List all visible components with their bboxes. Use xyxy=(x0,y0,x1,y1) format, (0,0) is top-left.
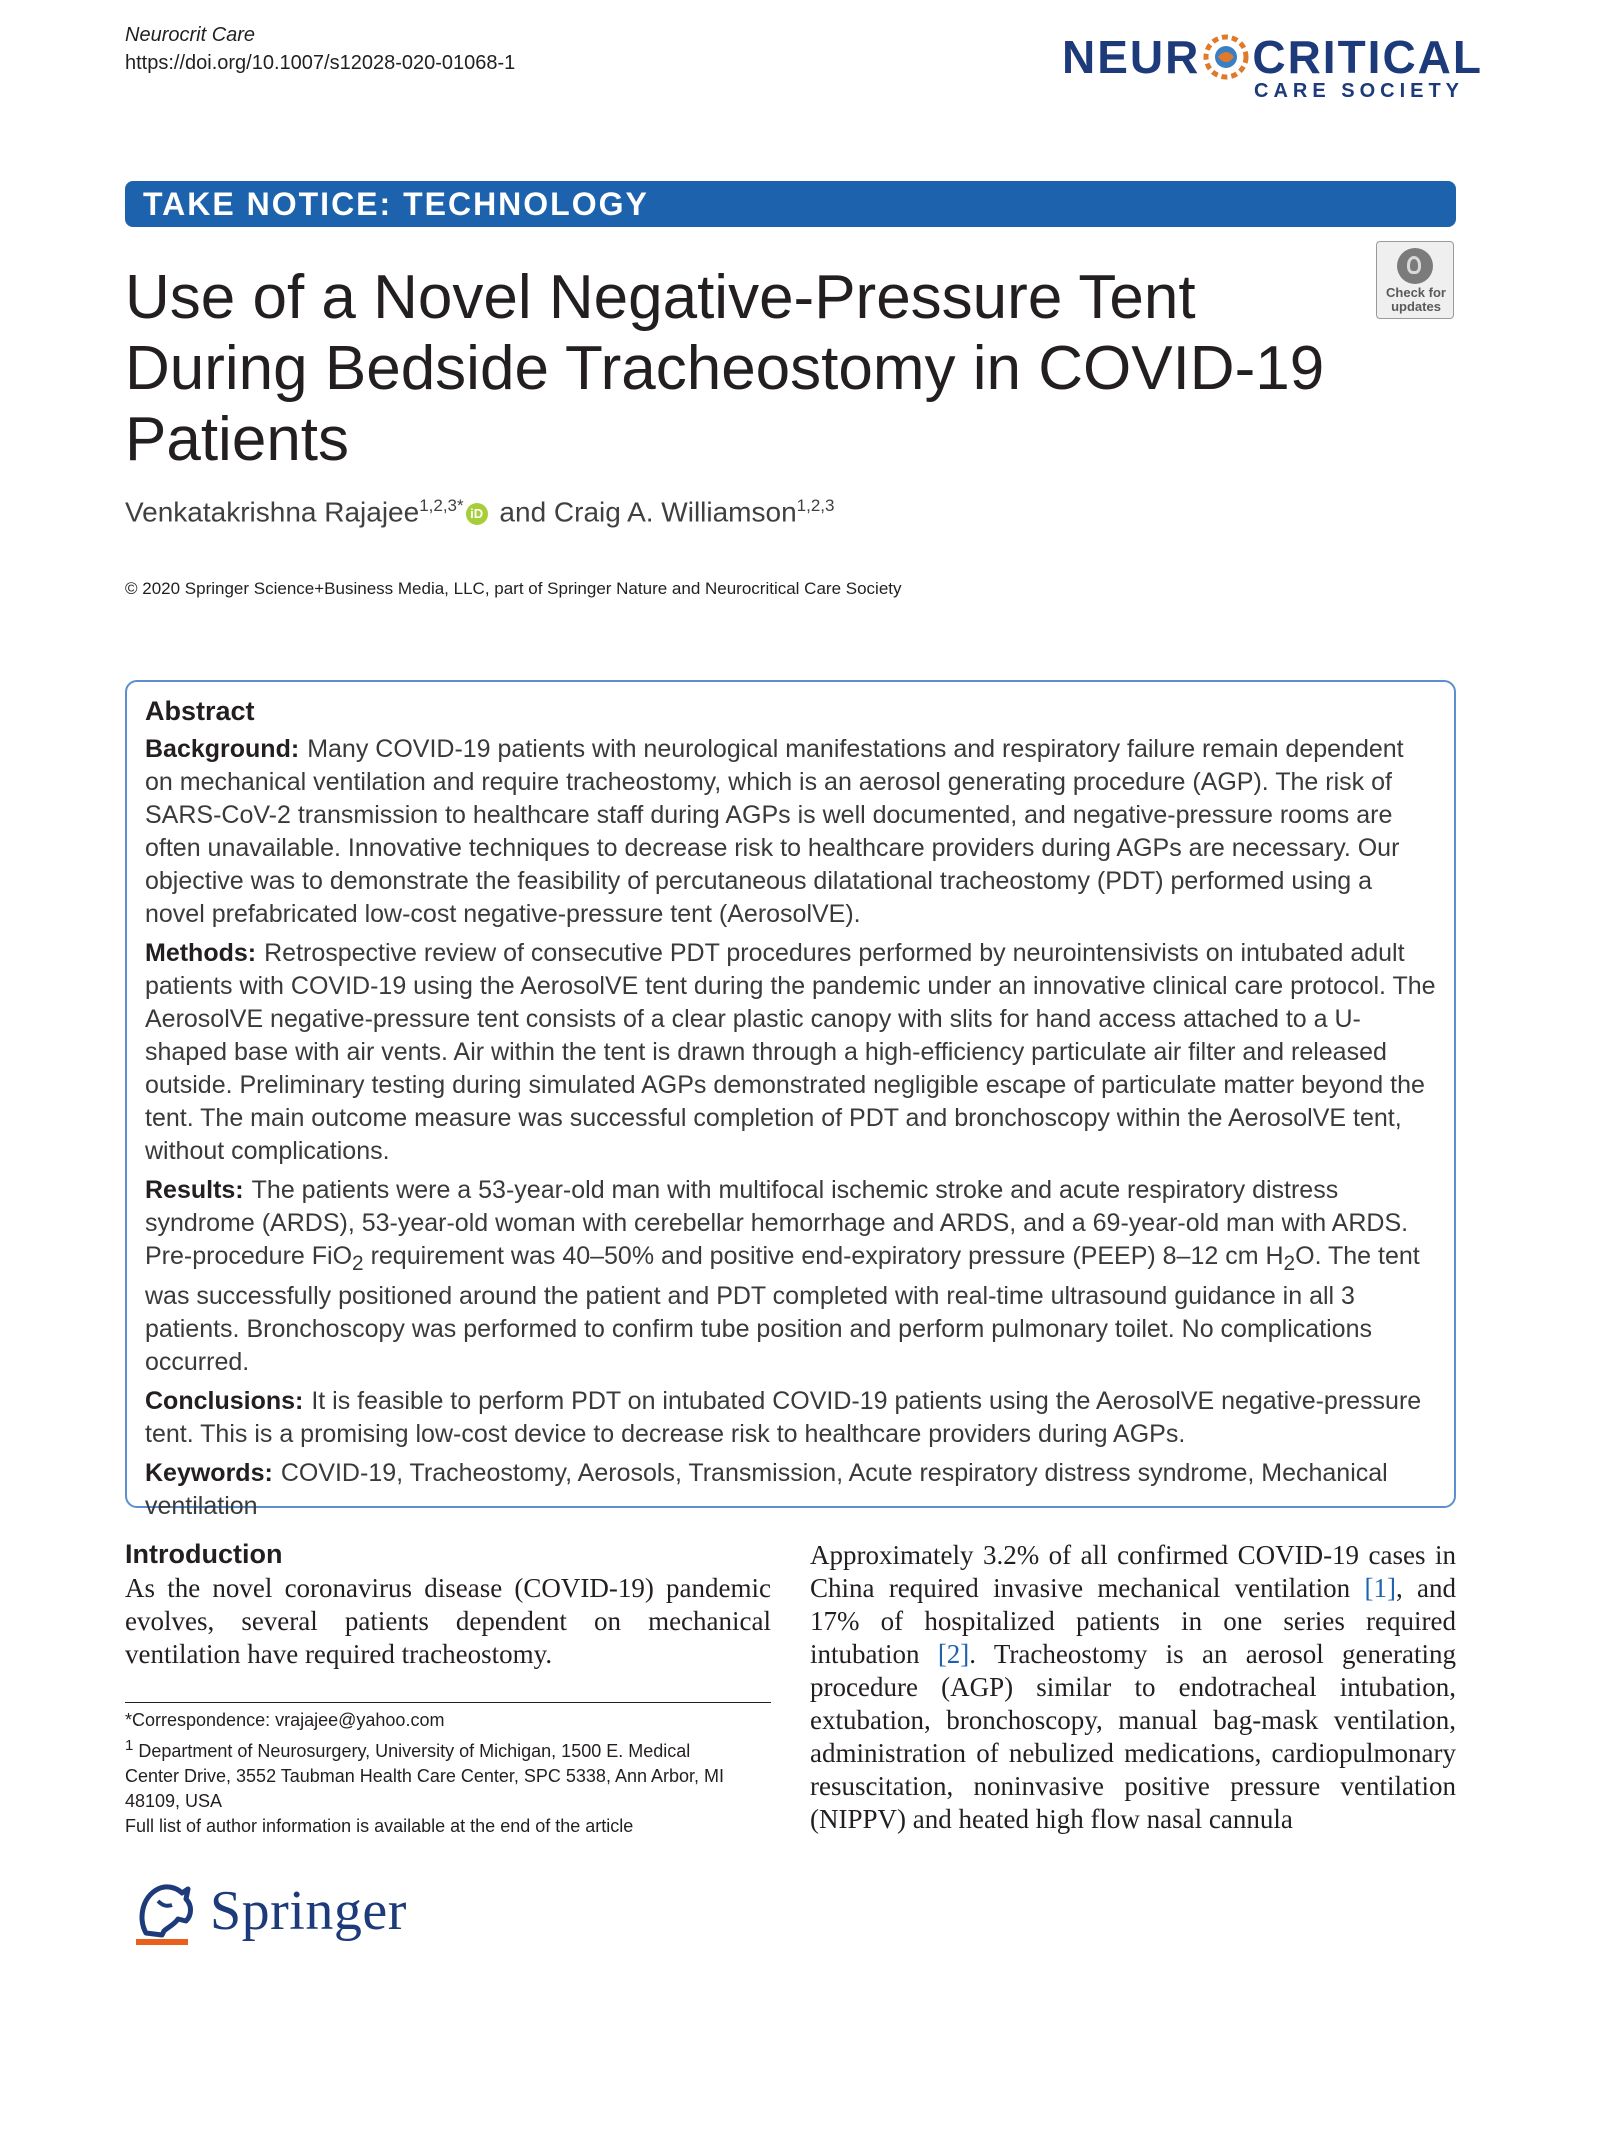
intro-text-3: . Tracheostomy is an aerosol generating procedure (AGP) similar to endotracheal intubation, extubation, bronchoscopy, manual bag-mask ventilation, administration of nebulized medications, cardiopulmonary resuscitation, noninvasive positive pressure ventilation (NIPPV) and heated high flow nasal cannula xyxy=(810,1639,1456,1834)
affiliation xyxy=(125,1733,735,1814)
results-label: Results: xyxy=(145,1176,244,1204)
full-author-info-note: Full list of author information is available at the end of the article xyxy=(125,1816,634,1836)
affiliation-number: 1 xyxy=(125,1737,134,1754)
springer-horse-icon xyxy=(128,1875,204,1955)
author-2-affiliation: 1,2,3 xyxy=(796,496,835,515)
orcid-icon[interactable]: iD xyxy=(466,503,488,525)
methods-label: Methods: xyxy=(145,939,257,967)
author-1[interactable]: Venkatakrishna Rajajee xyxy=(125,496,420,528)
affiliation-text: Department of Neurosurgery, University of Michigan, 1500 E. Medical Center Drive, 3552 Taubman Health Care Center, SPC 5338, Ann Arbor, MI 48109, USA xyxy=(125,1741,725,1811)
article-title: Use of a Novel Negative-Pressure Tent During Bedside Tracheostomy in COVID-19 Patients xyxy=(125,263,1325,474)
check-for-updates-label: Check for updates xyxy=(1386,285,1446,314)
keywords-label: Keywords: xyxy=(145,1459,273,1487)
results-subscript-1: 2 xyxy=(352,1252,364,1275)
background-text: Many COVID-19 patients with neurological manifestations and respiratory failure remain dependent on mechanical ventilation and require tracheostomy, which is an aerosol generating procedure (AGP). The risk of SARS-CoV-2 transmission to healthcare staff during AGPs is well documented, and negative-pressure rooms are often unavailable. Innovative techniques to decrease risk to healthcare providers during AGPs are necessary. Our objective was to demonstrate the feasibility of percutaneous dilatational tracheostomy (PDT) performed using a novel prefabricated low-cost negative-pressure tent (AerosolVE). xyxy=(145,735,1404,928)
doi-link[interactable]: https://doi.org/10.1007/s12028-020-01068-1 xyxy=(125,52,516,74)
conclusions-text: It is feasible to perform PDT on intubated COVID-19 patients using the AerosolVE negative-pressure tent. This is a promising low-cost device to decrease risk to healthcare providers during AGPs. xyxy=(145,1387,1422,1448)
springer-logo xyxy=(128,1875,448,1955)
springer-wordmark: Springer xyxy=(210,1880,407,1942)
introduction-right-column xyxy=(810,1539,1456,1836)
abstract-heading: Abstract xyxy=(145,696,255,726)
author-conjunction: and xyxy=(491,496,554,528)
abstract-conclusions xyxy=(145,1385,1436,1451)
abstract-background xyxy=(145,733,1436,931)
journal-name: Neurocrit Care xyxy=(125,24,256,46)
reference-link-1[interactable]: [1] xyxy=(1364,1573,1396,1603)
keywords-text: COVID-19, Tracheostomy, Aerosols, Transmission, Acute respiratory distress syndrome, Mechanical ventilation xyxy=(145,1459,1388,1520)
copyright-notice: © 2020 Springer Science+Business Media, LLC, part of Springer Nature and Neurocritical Care Society xyxy=(125,579,902,598)
author-1-affiliation: 1,2,3* xyxy=(419,496,464,515)
results-text-1: The patients were a 53-year-old man with multifocal ischemic stroke and acute respiratory distress syndrome (ARDS), 53-year-old woman with cerebellar hemorrhage and ARDS, and a 69-year-old man with ARDS. Pre-procedure FiO xyxy=(145,1176,1409,1270)
author-line xyxy=(125,496,834,528)
section-banner: TAKE NOTICE: TECHNOLOGY xyxy=(125,181,1456,227)
correspondence: *Correspondence: vrajajee@yahoo.com xyxy=(125,1710,445,1730)
update-icon xyxy=(1397,248,1433,284)
neurocritical-care-society-logo xyxy=(1062,30,1483,102)
footnotes xyxy=(125,1708,735,1839)
introduction-heading: Introduction xyxy=(125,1539,283,1569)
reference-link-2[interactable]: [2] xyxy=(937,1639,970,1669)
logo-text-right: CRITICAL xyxy=(1252,31,1483,83)
conclusions-label: Conclusions: xyxy=(145,1387,304,1415)
background-label: Background: xyxy=(145,735,300,763)
methods-text: Retrospective review of consecutive PDT procedures performed by neurointensivists on intubated adult patients with COVID-19 using the AerosolVE tent during the pandemic under an innovative clinical care protocol. The AerosolVE negative-pressure tent consists of a clear plastic canopy with slits for hand access attached to a U-shaped base with air vents. Air within the tent is drawn through a high-efficiency particulate air filter and released outside. Preliminary testing during simulated AGPs demonstrated negligible escape of particulate matter beyond the tent. The main outcome measure was successful completion of PDT and bronchoscopy within the AerosolVE tent, without complications. xyxy=(145,939,1436,1165)
check-for-updates-badge[interactable] xyxy=(1376,241,1454,319)
brain-icon xyxy=(1202,33,1250,81)
introduction-left-column: As the novel coronavirus disease (COVID-19) pandemic evolves, several patients dependent on mechanical ventilation have required tracheostomy. xyxy=(125,1573,771,1669)
abstract-methods xyxy=(145,937,1436,1168)
abstract-keywords xyxy=(145,1457,1436,1523)
footnote-divider xyxy=(125,1702,771,1703)
intro-text-1: Approximately 3.2% of all confirmed COVID-19 cases in China required invasive mechanical ventilation xyxy=(810,1540,1456,1603)
results-text-2: requirement was 40–50% and positive end-expiratory pressure (PEEP) 8–12 cm H xyxy=(363,1242,1284,1270)
author-2[interactable]: Craig A. Williamson xyxy=(553,496,797,528)
abstract-box xyxy=(125,680,1456,1520)
logo-text-left: NEUR xyxy=(1062,31,1201,83)
abstract-results xyxy=(145,1174,1436,1379)
intro-text-2: , and 17% of hospitalized patients in one series required intubation xyxy=(810,1573,1456,1669)
logo-subtext: CARE SOCIETY xyxy=(1254,80,1465,102)
results-subscript-2: 2 xyxy=(1283,1252,1296,1275)
results-text-3: O. The tent was successfully positioned around the patient and PDT completed with real-time ultrasound guidance in all 3 patients. Bronchoscopy was performed to confirm tube position and perform pulmonary toilet. No complications occurred. xyxy=(145,1242,1420,1376)
